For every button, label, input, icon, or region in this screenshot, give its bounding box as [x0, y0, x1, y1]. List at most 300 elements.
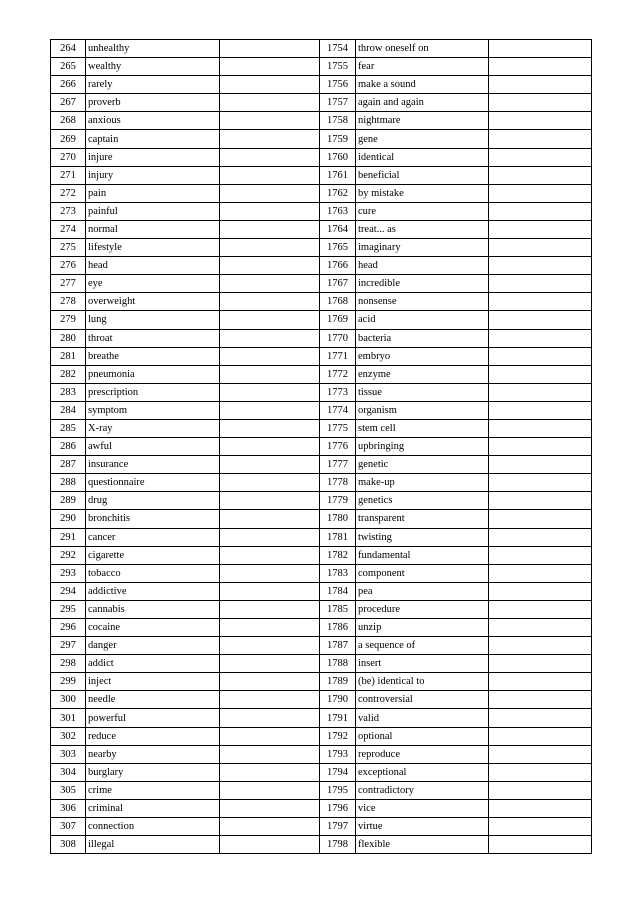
left-entry-word: drug — [86, 492, 220, 510]
right-entry-number: 1781 — [320, 528, 356, 546]
left-entry-number: 293 — [51, 564, 86, 582]
left-entry-word: powerful — [86, 709, 220, 727]
table-row — [51, 112, 592, 130]
right-entry-number: 1775 — [320, 419, 356, 437]
right-entry-number: 1777 — [320, 456, 356, 474]
left-entry-blank — [220, 166, 320, 184]
left-entry-blank — [220, 528, 320, 546]
left-entry-blank — [220, 691, 320, 709]
right-entry-word: component — [356, 564, 489, 582]
table-row — [51, 383, 592, 401]
right-entry-word: contradictory — [356, 781, 489, 799]
right-entry-number: 1760 — [320, 148, 356, 166]
right-entry-word: embryo — [356, 347, 489, 365]
left-entry-number: 283 — [51, 383, 86, 401]
right-entry-blank — [489, 691, 592, 709]
right-entry-word: fear — [356, 58, 489, 76]
right-entry-word: upbringing — [356, 438, 489, 456]
left-entry-blank — [220, 818, 320, 836]
right-entry-number: 1787 — [320, 637, 356, 655]
left-entry-blank — [220, 546, 320, 564]
right-entry-number: 1785 — [320, 600, 356, 618]
left-entry-number: 308 — [51, 836, 86, 854]
left-entry-blank — [220, 293, 320, 311]
left-entry-number: 302 — [51, 727, 86, 745]
right-entry-word: throw oneself on — [356, 40, 489, 58]
table-row — [51, 582, 592, 600]
left-entry-blank — [220, 220, 320, 238]
left-entry-blank — [220, 727, 320, 745]
left-entry-word: addict — [86, 655, 220, 673]
right-entry-word: pea — [356, 582, 489, 600]
left-entry-word: throat — [86, 329, 220, 347]
right-entry-blank — [489, 58, 592, 76]
right-entry-number: 1772 — [320, 365, 356, 383]
right-entry-word: stem cell — [356, 419, 489, 437]
left-entry-number: 273 — [51, 202, 86, 220]
right-entry-word: identical — [356, 148, 489, 166]
right-entry-blank — [489, 492, 592, 510]
left-entry-word: insurance — [86, 456, 220, 474]
left-entry-blank — [220, 600, 320, 618]
right-entry-number: 1778 — [320, 474, 356, 492]
left-entry-number: 282 — [51, 365, 86, 383]
table-row — [51, 202, 592, 220]
right-entry-blank — [489, 745, 592, 763]
right-entry-blank — [489, 619, 592, 637]
left-entry-number: 277 — [51, 275, 86, 293]
right-entry-word: imaginary — [356, 239, 489, 257]
table-row — [51, 456, 592, 474]
right-entry-word: cure — [356, 202, 489, 220]
right-entry-number: 1761 — [320, 166, 356, 184]
right-entry-word: fundamental — [356, 546, 489, 564]
left-entry-word: wealthy — [86, 58, 220, 76]
left-entry-word: pain — [86, 184, 220, 202]
table-row — [51, 727, 592, 745]
left-entry-number: 266 — [51, 76, 86, 94]
left-entry-blank — [220, 311, 320, 329]
right-entry-word: tissue — [356, 383, 489, 401]
right-entry-word: by mistake — [356, 184, 489, 202]
table-row — [51, 220, 592, 238]
left-entry-number: 300 — [51, 691, 86, 709]
left-entry-number: 287 — [51, 456, 86, 474]
table-row — [51, 564, 592, 582]
right-entry-number: 1763 — [320, 202, 356, 220]
table-row — [51, 148, 592, 166]
right-entry-blank — [489, 184, 592, 202]
right-entry-blank — [489, 311, 592, 329]
right-entry-word: insert — [356, 655, 489, 673]
table-row — [51, 510, 592, 528]
left-entry-word: inject — [86, 673, 220, 691]
right-entry-blank — [489, 112, 592, 130]
left-entry-number: 267 — [51, 94, 86, 112]
left-entry-number: 296 — [51, 619, 86, 637]
right-entry-blank — [489, 419, 592, 437]
right-entry-blank — [489, 600, 592, 618]
right-entry-word: genetics — [356, 492, 489, 510]
right-entry-blank — [489, 763, 592, 781]
left-entry-blank — [220, 510, 320, 528]
right-entry-blank — [489, 130, 592, 148]
left-entry-number: 290 — [51, 510, 86, 528]
right-entry-word: flexible — [356, 836, 489, 854]
table-row — [51, 130, 592, 148]
table-row — [51, 799, 592, 817]
left-entry-word: eye — [86, 275, 220, 293]
left-entry-blank — [220, 401, 320, 419]
left-entry-blank — [220, 94, 320, 112]
left-entry-word: lung — [86, 311, 220, 329]
right-entry-number: 1780 — [320, 510, 356, 528]
left-entry-blank — [220, 130, 320, 148]
table-row — [51, 781, 592, 799]
table-row — [51, 438, 592, 456]
right-entry-number: 1756 — [320, 76, 356, 94]
right-entry-word: beneficial — [356, 166, 489, 184]
left-entry-number: 281 — [51, 347, 86, 365]
left-entry-blank — [220, 492, 320, 510]
left-entry-word: unhealthy — [86, 40, 220, 58]
right-entry-number: 1786 — [320, 619, 356, 637]
right-entry-number: 1759 — [320, 130, 356, 148]
left-entry-number: 280 — [51, 329, 86, 347]
left-entry-word: normal — [86, 220, 220, 238]
right-entry-word: reproduce — [356, 745, 489, 763]
left-entry-number: 268 — [51, 112, 86, 130]
left-entry-blank — [220, 709, 320, 727]
left-entry-word: questionnaire — [86, 474, 220, 492]
table-row — [51, 818, 592, 836]
right-entry-word: make-up — [356, 474, 489, 492]
right-entry-number: 1776 — [320, 438, 356, 456]
right-entry-word: unzip — [356, 619, 489, 637]
left-entry-word: breathe — [86, 347, 220, 365]
table-row — [51, 419, 592, 437]
right-entry-blank — [489, 148, 592, 166]
table-row — [51, 239, 592, 257]
table-row — [51, 401, 592, 419]
left-entry-number: 299 — [51, 673, 86, 691]
right-entry-blank — [489, 456, 592, 474]
left-entry-blank — [220, 148, 320, 166]
table-row — [51, 257, 592, 275]
left-entry-number: 274 — [51, 220, 86, 238]
left-entry-number: 269 — [51, 130, 86, 148]
left-entry-word: pneumonia — [86, 365, 220, 383]
right-entry-number: 1768 — [320, 293, 356, 311]
right-entry-blank — [489, 655, 592, 673]
right-entry-word: enzyme — [356, 365, 489, 383]
left-entry-word: cannabis — [86, 600, 220, 618]
right-entry-word: (be) identical to — [356, 673, 489, 691]
right-entry-word: bacteria — [356, 329, 489, 347]
left-entry-number: 304 — [51, 763, 86, 781]
left-entry-word: burglary — [86, 763, 220, 781]
right-entry-blank — [489, 673, 592, 691]
left-entry-word: prescription — [86, 383, 220, 401]
right-entry-blank — [489, 347, 592, 365]
table-row — [51, 365, 592, 383]
right-entry-number: 1754 — [320, 40, 356, 58]
right-entry-blank — [489, 401, 592, 419]
right-entry-number: 1791 — [320, 709, 356, 727]
left-entry-word: symptom — [86, 401, 220, 419]
table-row — [51, 293, 592, 311]
table-row — [51, 637, 592, 655]
left-entry-number: 297 — [51, 637, 86, 655]
table-row — [51, 836, 592, 854]
left-entry-blank — [220, 474, 320, 492]
right-entry-word: a sequence of — [356, 637, 489, 655]
table-row — [51, 691, 592, 709]
right-entry-blank — [489, 709, 592, 727]
left-entry-number: 278 — [51, 293, 86, 311]
left-entry-word: danger — [86, 637, 220, 655]
table-row — [51, 546, 592, 564]
left-entry-number: 275 — [51, 239, 86, 257]
right-entry-blank — [489, 239, 592, 257]
left-entry-word: awful — [86, 438, 220, 456]
right-entry-word: controversial — [356, 691, 489, 709]
right-entry-word: vice — [356, 799, 489, 817]
table-row — [51, 655, 592, 673]
left-entry-number: 264 — [51, 40, 86, 58]
right-entry-blank — [489, 166, 592, 184]
right-entry-word: exceptional — [356, 763, 489, 781]
right-entry-word: nonsense — [356, 293, 489, 311]
table-row — [51, 40, 592, 58]
vocabulary-table-body — [51, 40, 592, 854]
left-entry-blank — [220, 763, 320, 781]
left-entry-number: 289 — [51, 492, 86, 510]
left-entry-word: cocaine — [86, 619, 220, 637]
right-entry-word: gene — [356, 130, 489, 148]
left-entry-word: cigarette — [86, 546, 220, 564]
right-entry-number: 1764 — [320, 220, 356, 238]
left-entry-number: 271 — [51, 166, 86, 184]
left-entry-word: injure — [86, 148, 220, 166]
right-entry-blank — [489, 76, 592, 94]
left-entry-blank — [220, 456, 320, 474]
left-entry-word: reduce — [86, 727, 220, 745]
left-entry-number: 284 — [51, 401, 86, 419]
table-row — [51, 763, 592, 781]
table-row — [51, 184, 592, 202]
right-entry-blank — [489, 727, 592, 745]
table-row — [51, 275, 592, 293]
left-entry-word: injury — [86, 166, 220, 184]
left-entry-blank — [220, 383, 320, 401]
left-entry-blank — [220, 329, 320, 347]
right-entry-number: 1795 — [320, 781, 356, 799]
left-entry-word: cancer — [86, 528, 220, 546]
left-entry-blank — [220, 781, 320, 799]
right-entry-word: organism — [356, 401, 489, 419]
left-entry-word: lifestyle — [86, 239, 220, 257]
right-entry-blank — [489, 546, 592, 564]
left-entry-word: proverb — [86, 94, 220, 112]
left-entry-word: connection — [86, 818, 220, 836]
left-entry-blank — [220, 582, 320, 600]
left-entry-number: 265 — [51, 58, 86, 76]
left-entry-word: addictive — [86, 582, 220, 600]
left-entry-word: captain — [86, 130, 220, 148]
table-row — [51, 745, 592, 763]
right-entry-number: 1790 — [320, 691, 356, 709]
left-entry-number: 307 — [51, 818, 86, 836]
left-entry-number: 295 — [51, 600, 86, 618]
right-entry-number: 1792 — [320, 727, 356, 745]
table-row — [51, 94, 592, 112]
table-row — [51, 347, 592, 365]
left-entry-blank — [220, 836, 320, 854]
right-entry-blank — [489, 40, 592, 58]
table-row — [51, 709, 592, 727]
table-row — [51, 76, 592, 94]
left-entry-word: crime — [86, 781, 220, 799]
right-entry-number: 1788 — [320, 655, 356, 673]
left-entry-word: illegal — [86, 836, 220, 854]
left-entry-number: 301 — [51, 709, 86, 727]
right-entry-blank — [489, 799, 592, 817]
table-row — [51, 329, 592, 347]
right-entry-blank — [489, 94, 592, 112]
left-entry-word: rarely — [86, 76, 220, 94]
left-entry-blank — [220, 58, 320, 76]
left-entry-number: 286 — [51, 438, 86, 456]
table-row — [51, 492, 592, 510]
left-entry-number: 279 — [51, 311, 86, 329]
left-entry-blank — [220, 637, 320, 655]
right-entry-word: treat... as — [356, 220, 489, 238]
right-entry-word: acid — [356, 311, 489, 329]
right-entry-blank — [489, 365, 592, 383]
left-entry-blank — [220, 564, 320, 582]
left-entry-blank — [220, 655, 320, 673]
right-entry-blank — [489, 637, 592, 655]
left-entry-word: nearby — [86, 745, 220, 763]
right-entry-blank — [489, 329, 592, 347]
right-entry-blank — [489, 510, 592, 528]
right-entry-blank — [489, 257, 592, 275]
right-entry-blank — [489, 781, 592, 799]
left-entry-word: anxious — [86, 112, 220, 130]
left-entry-word: painful — [86, 202, 220, 220]
right-entry-number: 1793 — [320, 745, 356, 763]
left-entry-blank — [220, 673, 320, 691]
left-entry-word: needle — [86, 691, 220, 709]
left-entry-number: 294 — [51, 582, 86, 600]
table-row — [51, 311, 592, 329]
left-entry-word: tobacco — [86, 564, 220, 582]
left-entry-number: 298 — [51, 655, 86, 673]
left-entry-number: 303 — [51, 745, 86, 763]
right-entry-number: 1755 — [320, 58, 356, 76]
left-entry-number: 270 — [51, 148, 86, 166]
right-entry-number: 1767 — [320, 275, 356, 293]
right-entry-word: incredible — [356, 275, 489, 293]
right-entry-number: 1797 — [320, 818, 356, 836]
left-entry-number: 285 — [51, 419, 86, 437]
right-entry-number: 1773 — [320, 383, 356, 401]
right-entry-blank — [489, 528, 592, 546]
right-entry-word: procedure — [356, 600, 489, 618]
table-row — [51, 474, 592, 492]
right-entry-blank — [489, 293, 592, 311]
right-entry-blank — [489, 220, 592, 238]
left-entry-number: 306 — [51, 799, 86, 817]
right-entry-blank — [489, 474, 592, 492]
left-entry-word: criminal — [86, 799, 220, 817]
left-entry-number: 292 — [51, 546, 86, 564]
right-entry-number: 1784 — [320, 582, 356, 600]
right-entry-word: optional — [356, 727, 489, 745]
left-entry-blank — [220, 239, 320, 257]
left-entry-blank — [220, 112, 320, 130]
right-entry-number: 1770 — [320, 329, 356, 347]
left-entry-number: 276 — [51, 257, 86, 275]
left-entry-number: 291 — [51, 528, 86, 546]
table-row — [51, 673, 592, 691]
right-entry-number: 1769 — [320, 311, 356, 329]
table-row — [51, 619, 592, 637]
right-entry-number: 1757 — [320, 94, 356, 112]
right-entry-number: 1783 — [320, 564, 356, 582]
right-entry-number: 1766 — [320, 257, 356, 275]
left-entry-blank — [220, 40, 320, 58]
left-entry-blank — [220, 619, 320, 637]
right-entry-number: 1774 — [320, 401, 356, 419]
right-entry-number: 1798 — [320, 836, 356, 854]
right-entry-number: 1779 — [320, 492, 356, 510]
left-entry-blank — [220, 202, 320, 220]
left-entry-number: 272 — [51, 184, 86, 202]
left-entry-word: bronchitis — [86, 510, 220, 528]
table-row — [51, 600, 592, 618]
left-entry-blank — [220, 365, 320, 383]
right-entry-number: 1794 — [320, 763, 356, 781]
left-entry-number: 305 — [51, 781, 86, 799]
left-entry-blank — [220, 184, 320, 202]
right-entry-blank — [489, 818, 592, 836]
left-entry-blank — [220, 419, 320, 437]
vocabulary-table — [50, 39, 592, 854]
right-entry-word: head — [356, 257, 489, 275]
left-entry-word: head — [86, 257, 220, 275]
left-entry-blank — [220, 347, 320, 365]
right-entry-blank — [489, 438, 592, 456]
right-entry-number: 1758 — [320, 112, 356, 130]
table-row — [51, 166, 592, 184]
right-entry-number: 1765 — [320, 239, 356, 257]
right-entry-word: nightmare — [356, 112, 489, 130]
right-entry-blank — [489, 564, 592, 582]
right-entry-word: genetic — [356, 456, 489, 474]
right-entry-word: again and again — [356, 94, 489, 112]
right-entry-number: 1762 — [320, 184, 356, 202]
right-entry-number: 1782 — [320, 546, 356, 564]
left-entry-blank — [220, 76, 320, 94]
right-entry-blank — [489, 202, 592, 220]
left-entry-word: overweight — [86, 293, 220, 311]
left-entry-blank — [220, 745, 320, 763]
right-entry-number: 1789 — [320, 673, 356, 691]
left-entry-number: 288 — [51, 474, 86, 492]
table-row — [51, 528, 592, 546]
